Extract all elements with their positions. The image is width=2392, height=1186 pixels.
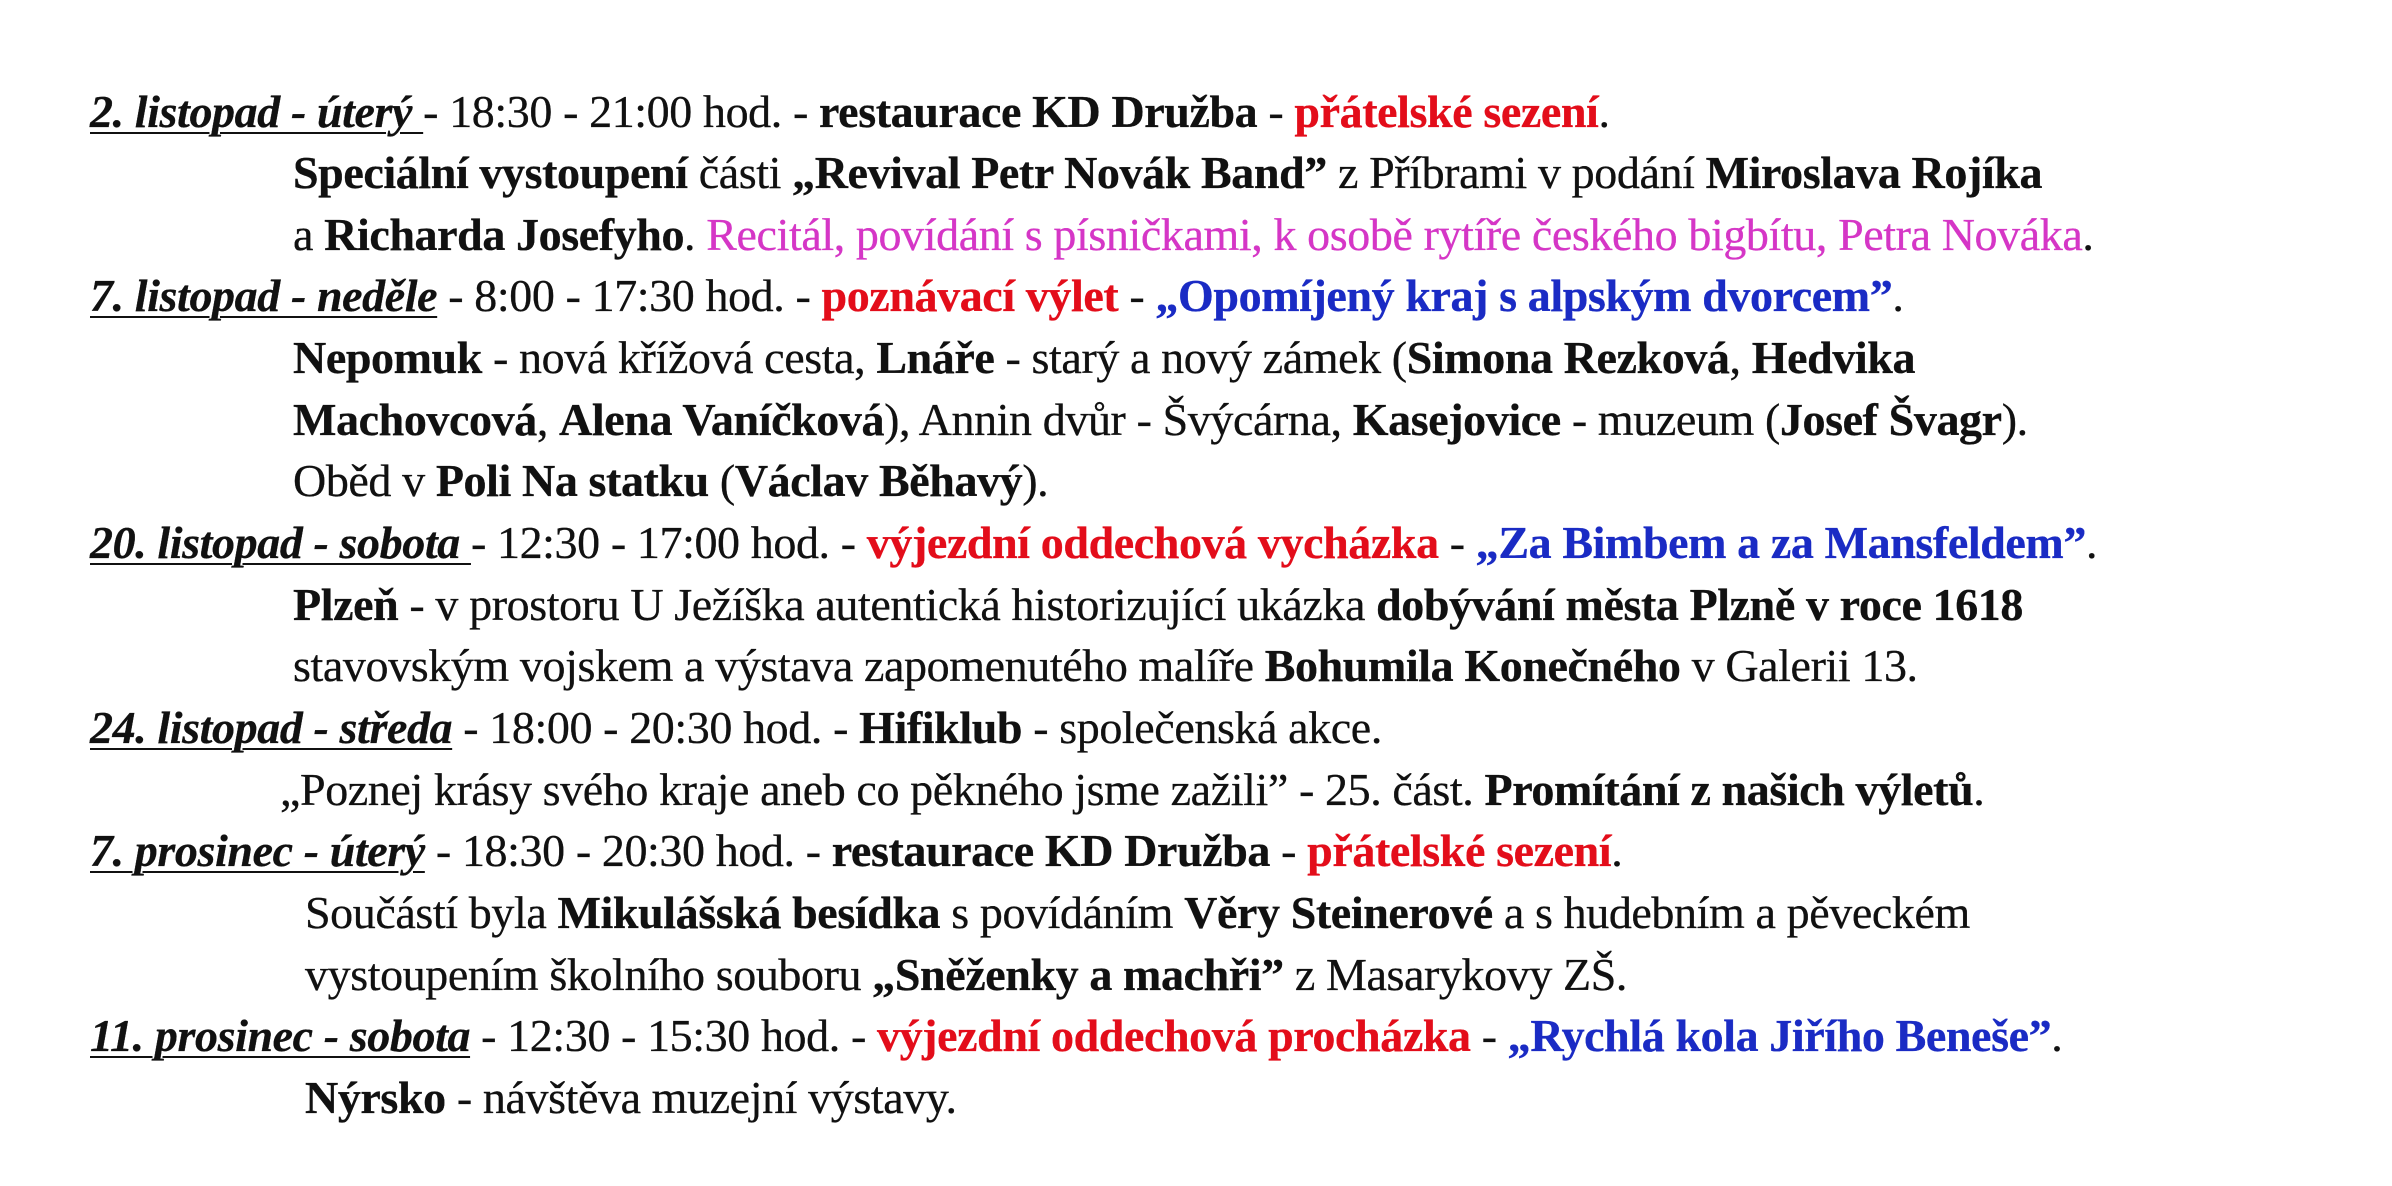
- event-date: 24. listopad - středa: [90, 702, 453, 753]
- plain-text: z Masarykovy ZŠ.: [1283, 949, 1628, 1000]
- event-header-line: [90, 515, 2097, 571]
- plain-text: .: [1892, 270, 1904, 321]
- plain-text: „Poznej krásy svého kraje aneb co pěkného jsme zažili” - 25. část.: [280, 764, 1485, 815]
- event-type: poznávací výlet: [821, 270, 1119, 321]
- highlight-text: Hifiklub: [859, 702, 1023, 753]
- event-detail-line: [293, 638, 1918, 694]
- plain-text: - 18:30 - 21:00 hod. -: [423, 86, 819, 137]
- event-detail-line: [293, 577, 2023, 633]
- highlight-text: Promítání z našich výletů: [1484, 764, 1974, 815]
- plain-text: -: [1118, 270, 1156, 321]
- plain-text: Součástí byla: [305, 887, 558, 938]
- highlight-text: Nepomuk: [293, 332, 482, 383]
- plain-text: části: [687, 147, 793, 198]
- event-detail-line: [293, 453, 1048, 509]
- highlight-text: Lnáře: [876, 332, 995, 383]
- event-header-line: [90, 84, 1610, 140]
- plain-text: .: [2082, 209, 2094, 260]
- plain-text: -: [1438, 517, 1476, 568]
- plain-text: - starý a nový zámek (: [994, 332, 1407, 383]
- event-detail-line: [293, 145, 2042, 201]
- highlight-text: „Sněženky a machři”: [872, 949, 1284, 1000]
- event-detail-line: [293, 392, 2028, 448]
- plain-text: ,: [1729, 332, 1752, 383]
- event-header-line: [90, 268, 1903, 324]
- plain-text: .: [2085, 517, 2098, 568]
- event-type: přátelské sezení: [1294, 86, 1599, 137]
- event-title: „Opomíjený kraj s alpským dvorcem”: [1155, 270, 1893, 321]
- event-header-line: [90, 823, 1622, 879]
- plain-text: stavovským vojskem a výstava zapomenutého malíře: [293, 640, 1265, 691]
- plain-text: .: [1973, 764, 1985, 815]
- plain-text: - 18:00 - 20:30 hod. -: [452, 702, 860, 753]
- plain-text: - muzeum (: [1560, 394, 1780, 445]
- event-date: 20. listopad - sobota: [90, 517, 471, 568]
- highlight-text: Miroslava Rojíka: [1705, 147, 2043, 198]
- highlight-text: Hedvika: [1751, 332, 1916, 383]
- event-date: 11. prosinec - sobota: [90, 1010, 471, 1061]
- highlight-text: Bohumila Konečného: [1264, 640, 1681, 691]
- event-date: 7. prosinec - úterý: [90, 825, 425, 876]
- event-detail-line: [305, 885, 1970, 941]
- event-date: 7. listopad - neděle: [90, 270, 438, 321]
- event-date: 2. listopad - úterý: [90, 86, 424, 137]
- event-type: výjezdní oddechová procházka: [876, 1010, 1471, 1061]
- plain-text: .: [1598, 86, 1610, 137]
- event-detail-line: [305, 1070, 957, 1126]
- plain-text: Oběd v: [293, 455, 436, 506]
- highlight-text: Alena Vaníčková: [559, 394, 885, 445]
- highlight-text: Nýrsko: [305, 1072, 446, 1123]
- highlight-text: restaurace KD Družba: [831, 825, 1271, 876]
- highlight-text: Josef Švagr: [1779, 394, 2002, 445]
- highlight-text: „Revival Petr Novák Band”: [792, 147, 1327, 198]
- highlight-text: Mikulášská besídka: [557, 887, 941, 938]
- event-detail-line: [293, 207, 2093, 263]
- plain-text: ).: [2001, 394, 2028, 445]
- highlight-text: Poli Na statku: [435, 455, 709, 506]
- plain-text: -: [1257, 86, 1295, 137]
- event-detail-line: [305, 947, 1627, 1003]
- plain-text: a: [293, 209, 325, 260]
- plain-text: - 12:30 - 17:00 hod. -: [470, 517, 867, 568]
- plain-text: .: [684, 209, 707, 260]
- event-detail-line: [280, 762, 1984, 818]
- plain-text: ), Annin dvůr - Švýcárna,: [884, 394, 1353, 445]
- plain-text: ,: [536, 394, 560, 445]
- event-detail-line: [293, 330, 1915, 386]
- event-description: Recitál, povídání s písničkami, k osobě rytíře českého bigbítu, Petra Nováka: [706, 209, 2083, 260]
- plain-text: z Příbrami v podání: [1326, 147, 1706, 198]
- plain-text: .: [1611, 825, 1623, 876]
- event-title: „Rychlá kola Jiřího Beneše”: [1507, 1010, 2052, 1061]
- highlight-text: Richarda Josefyho: [324, 209, 685, 260]
- highlight-text: Machovcová: [293, 394, 537, 445]
- plain-text: - 8:00 - 17:30 hod. -: [437, 270, 822, 321]
- highlight-text: restaurace KD Družba: [819, 86, 1258, 137]
- event-title: „Za Bimbem a za Mansfeldem”: [1475, 517, 2086, 568]
- highlight-text: Věry Steinerové: [1184, 887, 1493, 938]
- plain-text: v Galerii 13.: [1680, 640, 1918, 691]
- plain-text: a s hudebním a pěveckém: [1492, 887, 1970, 938]
- highlight-text: dobývání města Plzně v roce 1618: [1376, 579, 2023, 630]
- event-header-line: [90, 700, 1382, 756]
- plain-text: - 18:30 - 20:30 hod. -: [424, 825, 832, 876]
- event-header-line: [90, 1008, 2062, 1064]
- highlight-text: Václav Běhavý: [734, 455, 1023, 506]
- plain-text: -: [1270, 825, 1308, 876]
- highlight-text: Simona Rezková: [1406, 332, 1730, 383]
- plain-text: - společenská akce.: [1022, 702, 1382, 753]
- event-type: výjezdní oddechová vycházka: [866, 517, 1439, 568]
- plain-text: - návštěva muzejní výstavy.: [445, 1072, 957, 1123]
- plain-text: (: [708, 455, 735, 506]
- plain-text: s povídáním: [940, 887, 1185, 938]
- plain-text: - nová křížová cesta,: [481, 332, 877, 383]
- event-type: přátelské sezení: [1307, 825, 1612, 876]
- plain-text: vystoupením školního souboru: [305, 949, 873, 1000]
- plain-text: - v prostoru U Ježíška autentická historizující ukázka: [398, 579, 1377, 630]
- plain-text: -: [1470, 1010, 1508, 1061]
- highlight-text: Speciální vystoupení: [293, 147, 688, 198]
- highlight-text: Kasejovice: [1352, 394, 1561, 445]
- plain-text: - 12:30 - 15:30 hod. -: [470, 1010, 877, 1061]
- plain-text: .: [2051, 1010, 2063, 1061]
- highlight-text: Plzeň: [293, 579, 399, 630]
- plain-text: ).: [1022, 455, 1049, 506]
